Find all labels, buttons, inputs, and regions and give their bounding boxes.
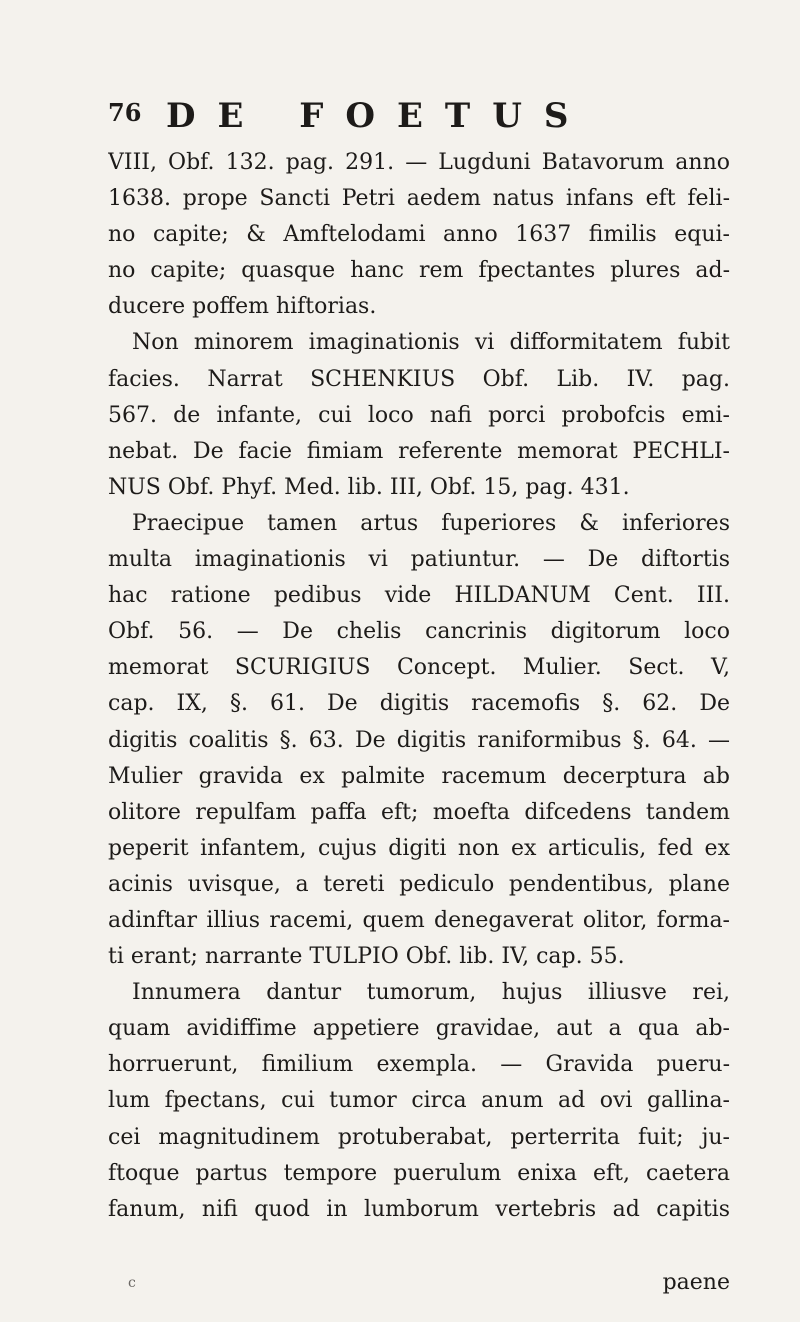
running-title: DE FOETUS (166, 96, 591, 136)
text-line: digitis coalitis §. 63. De digitis raniformibus §. 64. — (108, 727, 730, 753)
body-text (108, 145, 730, 1228)
text-line: facies. Narrat SCHENKIUS Obf. Lib. IV. pag. (108, 366, 730, 392)
text-line: lum fpectans, cui tumor circa anum ad ovi gallina- (108, 1088, 730, 1114)
text-line: Praecipue tamen artus fuperiores & inferiores (132, 510, 730, 536)
text-line: VIII, Obf. 132. pag. 291. — Lugduni Batavorum anno (108, 150, 730, 175)
text-line: peperit infantem, cujus digiti non ex articulis, fed ex (108, 835, 730, 861)
text-line: olitore repulfam paffa eft; moefta difcedens tandem (108, 799, 730, 825)
text-line: fanum, nifi quod in lumborum vertebris ad capitis (108, 1196, 730, 1222)
page-number: 76 (108, 98, 142, 127)
page-header (108, 96, 728, 136)
text-line: ducere poffem hiftorias. (108, 294, 377, 320)
text-line: adinftar illius racemi, quem denegaverat olitor, forma- (108, 907, 730, 933)
text-line: NUS Obf. Phyf. Med. lib. III, Obf. 15, pag. 431. (108, 474, 630, 500)
text-line: 1638. prope Sancti Petri aedem natus infans eft feli- (108, 186, 730, 212)
text-line: cap. IX, §. 61. De digitis racemofis §. 62. De (108, 691, 730, 717)
catchword: paene (662, 1270, 730, 1295)
text-line: no capite; quasque hanc rem fpectantes plures ad- (108, 258, 730, 284)
page-footer (108, 1265, 730, 1301)
text-line: Mulier gravida ex palmite racemum decerptura ab (108, 763, 730, 789)
text-line: hac ratione pedibus vide HILDANUM Cent. III. (108, 583, 730, 609)
text-line: no capite; & Amftelodami anno 1637 fimilis equi- (108, 222, 730, 248)
text-line: cei magnitudinem protuberabat, perterrita fuit; ju- (108, 1124, 730, 1150)
text-line: horruerunt, fimilium exempla. — Gravida pueru- (108, 1052, 730, 1078)
text-line: Obf. 56. — De chelis cancrinis digitorum loco (108, 619, 730, 645)
text-line: acinis uvisque, a tereti pediculo pendentibus, plane (108, 871, 730, 897)
text-line: memorat SCURIGIUS Concept. Mulier. Sect. V, (108, 655, 730, 681)
text-line: nebat. De facie fimiam referente memorat PECHLI- (108, 438, 730, 464)
signature-mark: c (128, 1275, 136, 1291)
text-line: ftoque partus tempore puerulum enixa eft, caetera (108, 1160, 730, 1186)
text-line: 567. de infante, cui loco nafi porci probofcis emi- (108, 402, 730, 428)
text-line: Non minorem imaginationis vi difformitatem fubit (132, 330, 730, 356)
text-line: Innumera dantur tumorum, hujus illiusve rei, (132, 980, 730, 1006)
text-line: multa imaginationis vi patiuntur. — De diftortis (108, 547, 730, 573)
text-line: quam avidiffime appetiere gravidae, aut a qua ab- (108, 1016, 730, 1042)
text-line: ti erant; narrante TULPIO Obf. lib. IV, cap. 55. (108, 944, 625, 970)
